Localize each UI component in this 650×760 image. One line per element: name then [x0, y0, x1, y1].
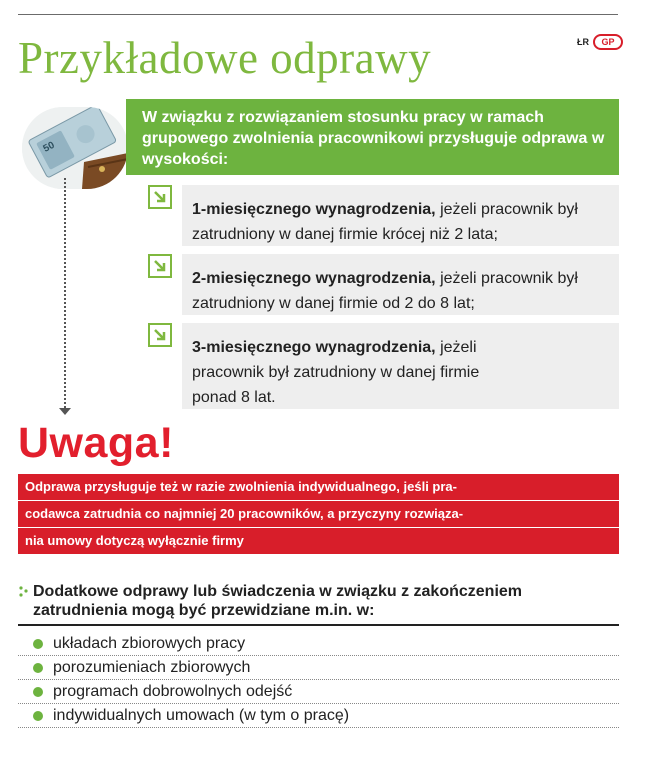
author-initials: ŁR — [577, 37, 589, 47]
option-bold: 1-miesięcznego wynagrodzenia, — [192, 201, 436, 218]
warning-title: Uwaga! — [18, 419, 174, 467]
warning-line-3: nia umowy dotyczą wyłącznie firmy — [18, 528, 619, 554]
list-item-text: porozumieniach zbiorowych — [53, 659, 251, 676]
option-bold: 2-miesięcznego wynagrodzenia, — [192, 270, 436, 287]
banknote-photo — [22, 107, 128, 189]
option-bold: 3-miesięcznego wynagrodzenia, — [192, 339, 436, 356]
arrow-down-right-icon — [148, 254, 172, 278]
connector-arrow-icon — [59, 408, 71, 415]
banknote-illustration — [22, 107, 128, 189]
list-item-text: indywidualnych umowach (w tym o pracę) — [53, 707, 350, 724]
list-item — [18, 632, 619, 656]
credits — [577, 34, 623, 50]
extra-heading: Dodatkowe odprawy lub świadczenia w związku z zakończeniem zatrudnienia mogą być przewidziane m.in. w: — [33, 583, 523, 619]
option-text: jeżeli pracownik był zatrudniony w danej firmie ponad 8 lat. — [192, 339, 480, 406]
bullet-dot-icon — [33, 663, 43, 673]
page-title: Przykładowe odprawy — [18, 33, 432, 83]
option-text: jeżeli pracownik był zatrudniony w danej firmie krócej niż 2 lata; — [192, 201, 578, 243]
bullet-dot-icon — [33, 711, 43, 721]
arrow-down-right-icon — [148, 323, 172, 347]
extra-rule — [18, 624, 619, 626]
dotted-connector — [64, 178, 66, 408]
option-item-2 — [182, 254, 619, 315]
svg-text:50: 50 — [41, 139, 57, 155]
option-item-1 — [182, 185, 619, 246]
list-item — [18, 704, 619, 728]
dots-icon — [18, 585, 30, 599]
option-text: jeżeli pracownik był zatrudniony w danej firmie od 2 do 8 lat; — [192, 270, 578, 312]
top-rule — [18, 14, 618, 15]
list-item-text: układach zbiorowych pracy — [53, 635, 246, 652]
option-item-3 — [182, 323, 619, 409]
intro-box: W związku z rozwiązaniem stosunku pracy w ramach grupowego zwolnienia pracownikowi przysługuje odprawa w wysokości: — [126, 99, 619, 175]
list-item-text: programach dobrowolnych odejść — [53, 683, 293, 700]
list-item — [18, 656, 619, 680]
arrow-down-right-icon — [148, 185, 172, 209]
warning-line-2: codawca zatrudnia co najmniej 20 pracowników, a przyczyny rozwiąza- — [18, 501, 619, 527]
bullet-dot-icon — [33, 687, 43, 697]
bullet-dot-icon — [33, 639, 43, 649]
publisher-logo: GP — [593, 34, 623, 50]
warning-line-1: Odprawa przysługuje też w razie zwolnienia indywidualnego, jeśli pra- — [18, 474, 619, 500]
list-item — [18, 680, 619, 704]
